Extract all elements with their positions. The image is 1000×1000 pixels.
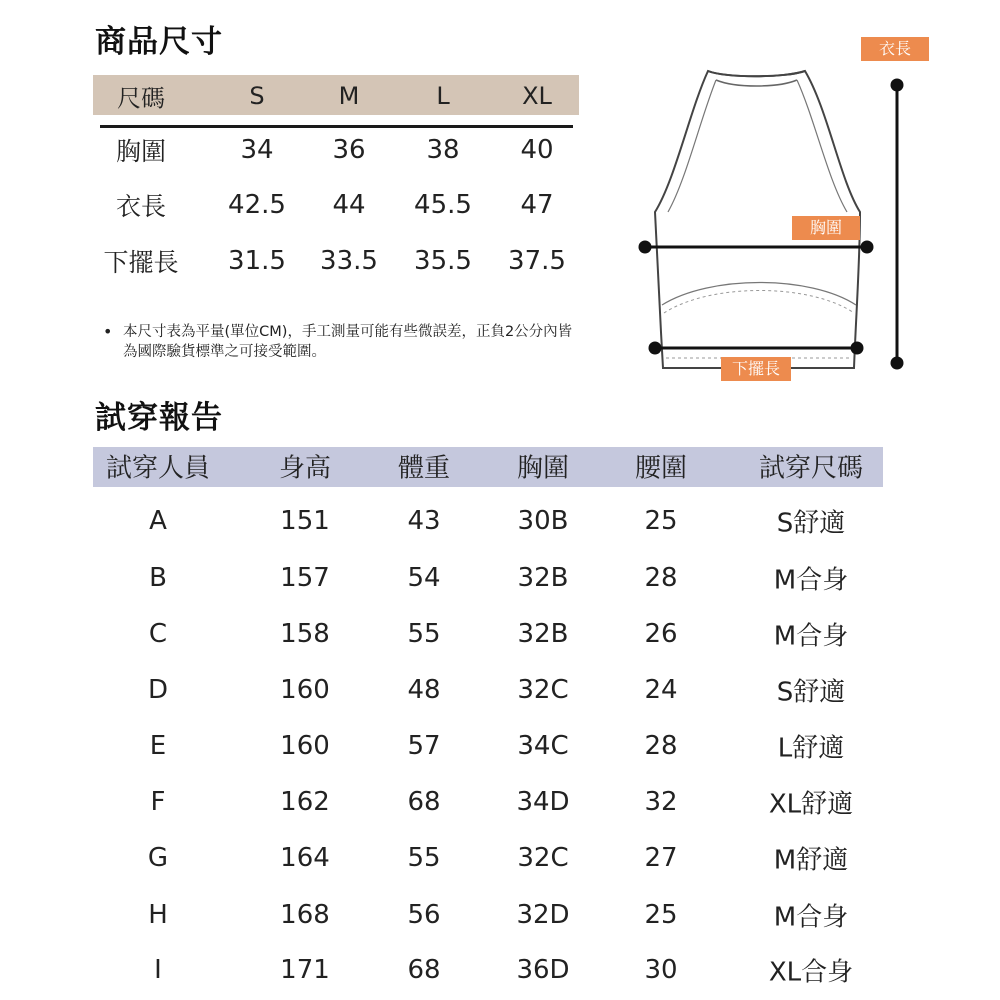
fit-cell-weight: 57	[407, 731, 441, 761]
fit-header-waist: 腰圍	[634, 453, 688, 484]
size-header-xl: XL	[522, 82, 552, 110]
fit-cell-height: 160	[280, 675, 330, 705]
fit-cell-size: XL舒適	[768, 789, 854, 820]
chest-left-dot	[639, 241, 652, 254]
length-tag: 衣長	[861, 37, 929, 61]
tank-top-diagram	[630, 30, 940, 390]
fit-cell-height: 164	[280, 843, 330, 873]
size-cell: 34	[240, 135, 274, 165]
fit-cell-weight: 54	[407, 563, 441, 593]
size-cell: 36	[332, 135, 366, 165]
fit-cell-bust: 32C	[517, 843, 569, 873]
fit-cell-height: 171	[280, 955, 330, 985]
fit-cell-height: 160	[280, 731, 330, 761]
fit-cell-height: 162	[280, 787, 330, 817]
size-table-divider	[100, 125, 573, 128]
chest-tag: 胸圍	[792, 216, 860, 240]
size-cell: 44	[332, 190, 366, 220]
fit-cell-size: XL合身	[768, 957, 854, 988]
fit-cell-waist: 30	[644, 955, 678, 985]
hem-left-dot	[649, 342, 662, 355]
size-row-label: 胸圍	[115, 137, 167, 166]
size-row-label: 衣長	[115, 192, 167, 221]
fit-cell-waist: 32	[644, 787, 678, 817]
fit-cell-bust: 36D	[516, 955, 570, 985]
fit-cell-height: 157	[280, 563, 330, 593]
fit-cell-weight: 68	[407, 955, 441, 985]
fit-cell-bust: 32C	[517, 675, 569, 705]
fit-cell-tester: E	[149, 731, 167, 761]
fit-cell-tester: C	[148, 619, 168, 649]
fit-cell-size: S舒適	[776, 508, 846, 539]
fit-cell-size: L舒適	[777, 733, 845, 764]
size-table-header-bar	[93, 75, 579, 115]
fit-cell-size: M合身	[773, 621, 849, 652]
fit-header-height: 身高	[278, 453, 332, 484]
size-cell: 31.5	[228, 246, 286, 276]
fit-cell-size: M舒適	[773, 845, 849, 876]
fit-section-title: 試穿報告	[95, 400, 223, 436]
fit-cell-waist: 26	[644, 619, 678, 649]
note-bullet: •	[103, 322, 113, 341]
size-header-m: M	[338, 82, 360, 110]
fit-header-weight: 體重	[397, 453, 451, 484]
size-section-title: 商品尺寸	[95, 24, 223, 60]
size-cell: 38	[426, 135, 460, 165]
hem-right-dot	[851, 342, 864, 355]
fit-cell-waist: 25	[644, 506, 678, 536]
fit-cell-weight: 68	[407, 787, 441, 817]
fit-cell-waist: 28	[644, 731, 678, 761]
fit-cell-weight: 55	[407, 619, 441, 649]
fit-header-tester: 試穿人員	[105, 453, 211, 484]
fit-cell-tester: A	[149, 506, 167, 536]
chest-right-dot	[861, 241, 874, 254]
length-bottom-dot	[891, 357, 904, 370]
fit-cell-weight: 48	[407, 675, 441, 705]
fit-cell-bust: 32D	[516, 900, 570, 930]
size-cell: 35.5	[414, 246, 472, 276]
fit-cell-weight: 56	[407, 900, 441, 930]
size-cell: 33.5	[320, 246, 378, 276]
size-cell: 45.5	[414, 190, 472, 220]
fit-cell-bust: 34D	[516, 787, 570, 817]
fit-cell-weight: 43	[407, 506, 441, 536]
fit-cell-height: 168	[280, 900, 330, 930]
size-cell: 47	[520, 190, 554, 220]
fit-cell-height: 158	[280, 619, 330, 649]
fit-cell-size: M合身	[773, 565, 849, 596]
fit-cell-waist: 28	[644, 563, 678, 593]
fit-cell-size: M合身	[773, 902, 849, 933]
fit-cell-tester: I	[154, 955, 162, 985]
size-cell: 37.5	[508, 246, 566, 276]
fit-cell-bust: 30B	[517, 506, 569, 536]
size-header-s: S	[249, 82, 265, 110]
fit-cell-tester: H	[148, 900, 168, 930]
fit-cell-bust: 32B	[517, 619, 569, 649]
length-top-dot	[891, 79, 904, 92]
fit-cell-waist: 24	[644, 675, 678, 705]
note-text: 本尺寸表為平量(單位CM)，手工測量可能有些微誤差，正負2公分內皆為國際驗貨標準之可接受範圍。	[123, 324, 573, 360]
size-row-label: 下擺長	[103, 248, 179, 277]
fit-cell-tester: G	[147, 843, 169, 873]
fit-cell-size: S舒適	[776, 677, 846, 708]
size-cell: 42.5	[228, 190, 286, 220]
fit-cell-waist: 25	[644, 900, 678, 930]
measurement-note	[103, 322, 583, 362]
fit-cell-tester: B	[149, 563, 167, 593]
size-header-l: L	[436, 82, 450, 110]
fit-cell-waist: 27	[644, 843, 678, 873]
fit-cell-tester: D	[147, 675, 169, 705]
size-header-label: 尺碼	[117, 84, 165, 113]
size-cell: 40	[520, 135, 554, 165]
fit-cell-bust: 32B	[517, 563, 569, 593]
fit-cell-tester: F	[150, 787, 166, 817]
fit-header-bust: 胸圍	[516, 453, 570, 484]
fit-cell-weight: 55	[407, 843, 441, 873]
fit-header-size: 試穿尺碼	[758, 453, 864, 484]
fit-cell-height: 151	[280, 506, 330, 536]
hem-tag: 下擺長	[721, 357, 791, 381]
fit-cell-bust: 34C	[517, 731, 569, 761]
